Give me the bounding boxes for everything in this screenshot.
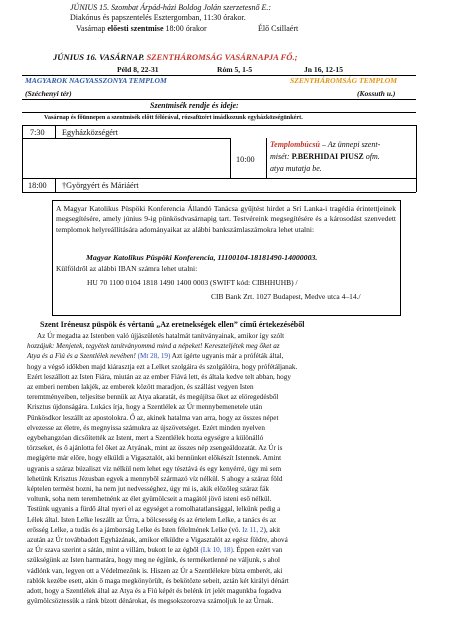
article-line: erősség Lelke, a tudás és a jámborság Lelke és Isten félelmének Lelke (vö. Iz 11, 2), akit	[27, 525, 281, 534]
mass-intention-2-line3: atya mutatja be.	[270, 164, 322, 173]
church-right-place: (Kossuth u.)	[357, 89, 396, 98]
notice-saint: Árpád-házi Boldog Jolán szerzetesnő E.:	[138, 3, 272, 12]
article-line: Krisztus újdonságára. Lukács írja, hogy a Szentlélek az Úr mennybemenetele után	[27, 403, 263, 412]
article-line: képtelen termést hozni, ha nem jut nedvességhez, úgy mi is, akik előzőleg száraz fák	[27, 485, 269, 494]
sunday-title	[53, 52, 298, 62]
article-line: adott, hogy a Szentlélek által az Atya és a Fiú képét és belénk írt jelét magunkba fogadva	[27, 587, 282, 596]
mass-time-1: 7:30	[30, 128, 45, 137]
article-body	[27, 331, 427, 606]
notice-line-1	[70, 3, 271, 12]
notice-eloesti: előesti szentmise	[107, 24, 164, 33]
article-line: szükségünk az Isten harmatára, hogy meg ne égjünk, és terméketlenné ne váljunk, s ahol	[27, 556, 281, 565]
bible-ref-iz[interactable]: Iz 11, 2	[242, 525, 264, 534]
celebrant-name: P.BERHIDAI PIUSZ	[291, 152, 364, 161]
mass-intention-2-line2	[270, 152, 380, 161]
article-line: gyümölcsöztessük a ránk bízott dénárokat, és megsokszorozva számoljuk le az Úrnak.	[27, 597, 274, 606]
collection-iban: HU 70 1100 0104 1818 1490 1400 0003 (SWIFT kód: CIBHHUHB) /	[87, 278, 298, 287]
collection-account: Magyar Katolikus Püspöki Konferencia, 11100104-18181490-14000003.	[86, 253, 318, 262]
notice-vasarnap: Vasárnap	[76, 24, 108, 33]
celebrant-order: ofm.	[363, 152, 380, 161]
article-line: Testünk ugyanis a fürdő által nyeri el az egységet a romolhatatlansággal, lelkünk pedig a	[27, 505, 281, 514]
notice-line-3	[76, 24, 207, 33]
bible-ref-lk[interactable]: (Lk 10, 18)	[200, 546, 233, 555]
reading-1: Péld 8, 22-31	[117, 65, 159, 74]
article-line: ugyanis a száraz búzaliszt víz nélkül nem lehet egy tésztává és egy kenyérré, úgy mi sem	[27, 464, 282, 473]
article-line: Ezért leszállott az Isten Fiára, miután az az ember Fiává lett, és általa kedve telt abban, hogy	[27, 372, 291, 381]
article-line: Lélek által. Isten Lelke leszállt az Úrra, a bölcsesség és az értelem Lelke, a tanács és az	[27, 515, 277, 524]
collection-bank: CIB Bank Zrt. 1027 Budapest, Medve utca 4–14./	[211, 292, 361, 301]
article-line: hogy a végső időkben majd kiárasztja ezt a Lelket szolgáira és szolgálóira, hogy prófétáljanak.	[27, 362, 298, 371]
notice-time: 18:00 órakor	[163, 24, 207, 33]
article-line: azután az Úr továbbadott Egyházának, amikor elküldte a Vigasztalót az egész földre, ahová	[27, 536, 288, 545]
bible-ref-mt[interactable]: (Mt 28, 19)	[137, 352, 171, 361]
article-line: voltunk, soha nem teremhetnénk az élet gyümölcseit a magától jövő isteni eső nélkül.	[27, 495, 272, 504]
schedule-heading: Szentmisék rendje és ideje:	[150, 101, 239, 110]
church-left-name: MAGYAROK NAGYASSZONYA TEMPLOM	[25, 76, 167, 85]
article-line: Az Úr megadta az Istenben való újjászületés hatalmát tanítványainak, amikor így szólt	[37, 332, 285, 340]
notice-date: JÚNIUS 15. Szombat	[70, 3, 139, 12]
article-title: Szent Iréneusz püspök és vértanú „Az eretnekségek ellen” című értekezéséből	[40, 320, 305, 329]
bucsu-text: – Az ünnepi szent-	[319, 140, 381, 149]
mass-intention-3: †Györgyért és Máriáért	[62, 181, 139, 190]
article-line: Pünkösdkor leszállt az apostolokra. Ő az, akinek hatalma van arra, hogy az összes népet	[27, 413, 279, 422]
article-line: Atya és a Fiú és a Szentlélek nevében! (Mt 28, 19) Azt ígérte ugyanis már a próféták által,	[27, 352, 284, 361]
reading-3: Jn 16, 12-15	[304, 65, 344, 74]
article-line: megígérte már előre, hogy elküldi a Vigasztalót, aki bennünket előkészít Istennek. Amint	[27, 454, 282, 463]
mass-time-3: 18:00	[28, 181, 47, 190]
collection-foreign: Külföldről az alábbi IBAN számra lehet utalni:	[56, 264, 198, 273]
article-line: rablók kezébe esett, akin ő maga megkönyörült, és bekötözte sebeit, aztán két királyi dénárt	[27, 576, 289, 585]
schedule-note: Vasárnap és főünnepen a szentmisék előtt félórával, rózsafüzért imádkozunk egyházközségünkért.	[44, 114, 303, 121]
notice-line-2: Diakónus és papszentelés Esztergomban, 11:30 órakor.	[70, 13, 246, 22]
mass-intention-1: Egyházközségért	[62, 128, 118, 137]
collection-paragraph: A Magyar Katolikus Püspöki Konferencia Állandó Tanácsa gyűjtést hirdet a Srí Lanka-i tragédia érintettjeinek megsegítésére, amely június 9-ig pünkösdvasárnapig tart. Testvéreink megsegítésére és a károsodást szenvedett templomok helyreállítására adományaikat az alábbi bankszámlaszámokra lehet utalni:	[56, 204, 396, 234]
church-right-name: SZENTHÁROMSÁG TEMPLOM	[290, 76, 397, 85]
article-line: vádlónk van, legyen ott a Védelmezőnk is. Hiszen az Úr a Szentlélekre bízta emberét, aki	[27, 566, 283, 575]
sunday-feast: SZENTHÁROMSÁG VASÁRNAPJA FŐ.;	[144, 52, 298, 62]
article-line: egybehangzóan dicsőítették az Istent, mert a Szentlélek hozta egységre a különálló	[27, 434, 264, 443]
bucsu-label: Templombúcsú	[270, 140, 320, 149]
article-line: lehetünk Krisztus Jézusban egyek a mennyből származó víz nélkül. S ahogy a száraz föld	[27, 474, 283, 483]
article-line: törzseket, és ő ajánlotta fel őket az Atyának, mint az összes nép zsengeáldozatát. Az Úr is	[27, 444, 283, 453]
bucsu-text-2: misét:	[270, 152, 292, 161]
article-line: elvezesse az életre, és megnyissa számukra az újszövetséget. Ezért minden nyelven	[27, 423, 265, 432]
article-line: az Úr szava szerint a sátán, mint a villám, bukott le az égből (Lk 10, 18). Éppen ezért van	[27, 546, 283, 555]
article-line: teremtményeiben, teljesítse bennük az Atya akaratát, és megújítsa őket az elöregedésből	[27, 393, 279, 402]
reading-2: Róm 5, 1-5	[217, 65, 253, 74]
article-line: hozzájuk: Menjetek, tegyétek tanítványommá mind a népeket! Kereszteljétek meg őket az	[27, 342, 280, 351]
mass-time-2: 10:00	[236, 155, 255, 164]
church-left-place: (Széchenyi tér)	[25, 89, 72, 98]
article-line: az emberi nemben lakjék, az emberek között maradjon, és szállást vegyen Isten	[27, 383, 254, 392]
mass-intention-2-line1	[270, 140, 380, 149]
sunday-date: JÚNIUS 16. VASÁRNAP.	[53, 52, 145, 62]
notice-intention: Élő Csillaért	[258, 24, 299, 33]
